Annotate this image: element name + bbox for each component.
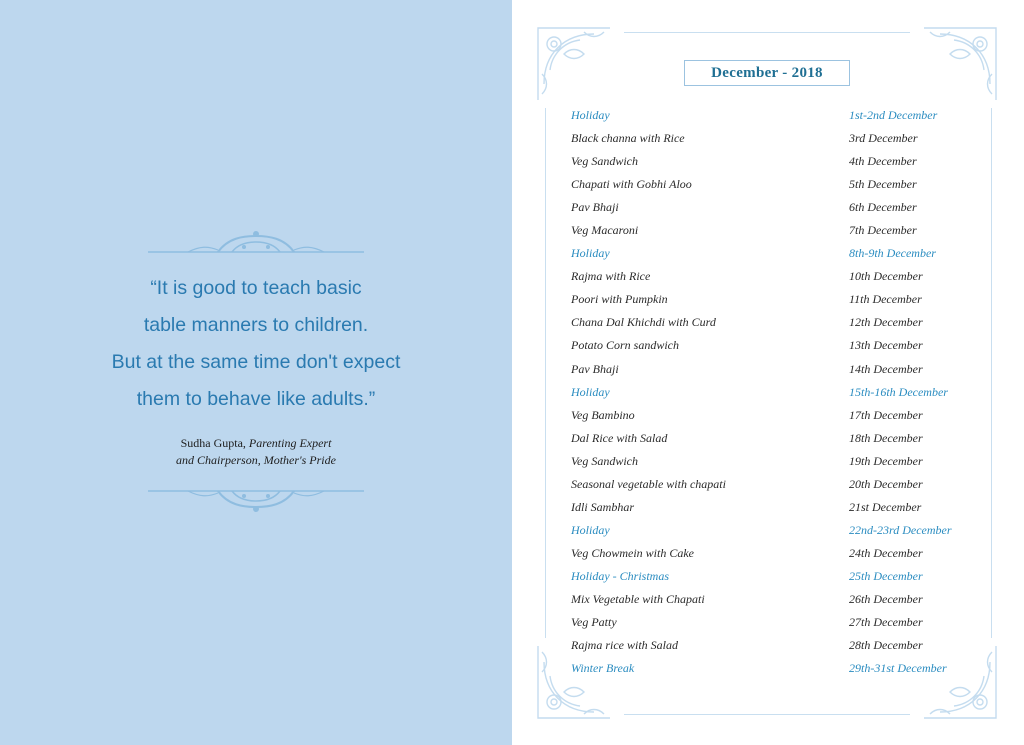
menu-date: 17th December bbox=[849, 407, 923, 422]
menu-row bbox=[512, 173, 1024, 196]
menu-date: 28th December bbox=[849, 638, 923, 653]
author-name: Sudha Gupta, bbox=[180, 436, 249, 450]
dish-name: Holiday bbox=[571, 108, 610, 122]
menu-row bbox=[512, 358, 1024, 381]
dish-name: Veg Chowmein with Cake bbox=[571, 545, 694, 560]
dish-name: Rajma rice with Salad bbox=[571, 638, 678, 653]
dish-name: Veg Macaroni bbox=[571, 223, 639, 238]
menu-date: 4th December bbox=[849, 154, 917, 169]
ornament-divider-bottom bbox=[148, 483, 364, 513]
menu-date: 6th December bbox=[849, 200, 917, 215]
dish-name: Holiday bbox=[571, 522, 610, 537]
right-page bbox=[512, 0, 1024, 745]
dish-name: Rajma with Rice bbox=[571, 269, 651, 284]
menu-date: 14th December bbox=[849, 361, 923, 376]
menu-date: 11th December bbox=[849, 292, 922, 307]
dish-name: Holiday - Christmas bbox=[571, 568, 670, 583]
menu-date: 3rd December bbox=[849, 131, 918, 146]
dish-name: Holiday bbox=[571, 246, 610, 261]
frame-rule-bottom bbox=[624, 714, 910, 715]
dish-name: Dal Rice with Salad bbox=[571, 430, 668, 445]
menu-row bbox=[512, 611, 1024, 634]
dish-name: Chapati with Gobhi Aloo bbox=[571, 177, 692, 192]
menu-row bbox=[512, 542, 1024, 565]
menu-row bbox=[512, 150, 1024, 173]
menu-date: 25th December bbox=[849, 568, 923, 583]
menu-row bbox=[512, 265, 1024, 288]
menu-row-holiday bbox=[512, 381, 1024, 404]
dish-name: Holiday bbox=[571, 384, 610, 399]
menu-row bbox=[512, 404, 1024, 427]
menu-date: 5th December bbox=[849, 177, 917, 192]
menu-row bbox=[512, 288, 1024, 311]
menu-row bbox=[512, 496, 1024, 519]
dish-name: Veg Bambino bbox=[571, 407, 635, 422]
menu-date: 18th December bbox=[849, 430, 923, 445]
menu-row bbox=[512, 311, 1024, 334]
menu-row bbox=[512, 588, 1024, 611]
menu-date: 27th December bbox=[849, 615, 923, 630]
corner-flourish-icon bbox=[534, 24, 614, 104]
dish-name: Mix Vegetable with Chapati bbox=[571, 591, 705, 606]
author-role: Parenting Expert bbox=[248, 436, 332, 450]
menu-date: 20th December bbox=[849, 476, 923, 491]
attribution-line-1 bbox=[60, 435, 452, 452]
menu-list bbox=[512, 104, 1024, 680]
dish-name: Chana Dal Khichdi with Curd bbox=[571, 315, 716, 330]
menu-date: 26th December bbox=[849, 591, 923, 606]
menu-row bbox=[512, 334, 1024, 357]
dish-name: Veg Sandwich bbox=[571, 154, 638, 169]
menu-row bbox=[512, 127, 1024, 150]
menu-date: 13th December bbox=[849, 338, 923, 353]
author-title: Chairperson, Mother's Pride bbox=[197, 453, 336, 467]
menu-date: 1st-2nd December bbox=[849, 108, 938, 122]
dish-name: Idli Sambhar bbox=[571, 499, 634, 514]
month-title: December - 2018 bbox=[684, 60, 850, 86]
menu-date: 29th-31st December bbox=[849, 661, 947, 676]
menu-row-holiday bbox=[512, 242, 1024, 265]
quote-attribution bbox=[60, 435, 452, 469]
menu-row-holiday bbox=[512, 657, 1024, 680]
menu-date: 22nd-23rd December bbox=[849, 522, 952, 537]
menu-row bbox=[512, 196, 1024, 219]
dish-name: Winter Break bbox=[571, 661, 635, 676]
author-role-prefix: and bbox=[176, 453, 198, 467]
menu-date: 19th December bbox=[849, 453, 923, 468]
menu-date: 24th December bbox=[849, 545, 923, 560]
dish-name: Veg Sandwich bbox=[571, 453, 638, 468]
menu-row-holiday bbox=[512, 565, 1024, 588]
quote-line: But at the same time don't expect bbox=[111, 351, 401, 373]
dish-name: Black channa with Rice bbox=[571, 131, 685, 146]
menu-date: 21st December bbox=[849, 499, 922, 514]
quote-line: table manners to children. bbox=[143, 314, 369, 336]
corner-flourish-icon bbox=[920, 24, 1000, 104]
menu-date: 10th December bbox=[849, 269, 923, 284]
dish-name: Pav Bhaji bbox=[571, 361, 619, 376]
menu-date: 7th December bbox=[849, 223, 917, 238]
quote-line: them to behave like adults.” bbox=[136, 388, 376, 410]
menu-row bbox=[512, 450, 1024, 473]
menu-date: 8th-9th December bbox=[849, 246, 936, 261]
quote bbox=[60, 270, 452, 418]
dish-name: Poori with Pumpkin bbox=[571, 292, 668, 307]
menu-date: 12th December bbox=[849, 315, 923, 330]
ornament-divider-top bbox=[148, 228, 364, 258]
menu-row-holiday bbox=[512, 519, 1024, 542]
frame-rule-top bbox=[624, 32, 910, 33]
quote-line: “It is good to teach basic bbox=[150, 277, 362, 299]
menu-row bbox=[512, 634, 1024, 657]
dish-name: Seasonal vegetable with chapati bbox=[571, 476, 726, 491]
dish-name: Pav Bhaji bbox=[571, 200, 619, 215]
attribution-line-2 bbox=[60, 452, 452, 469]
menu-row bbox=[512, 219, 1024, 242]
menu-row bbox=[512, 473, 1024, 496]
menu-date: 15th-16th December bbox=[849, 384, 948, 399]
menu-row bbox=[512, 427, 1024, 450]
menu-row-holiday bbox=[512, 104, 1024, 127]
dish-name: Veg Patty bbox=[571, 615, 617, 630]
dish-name: Potato Corn sandwich bbox=[571, 338, 680, 353]
